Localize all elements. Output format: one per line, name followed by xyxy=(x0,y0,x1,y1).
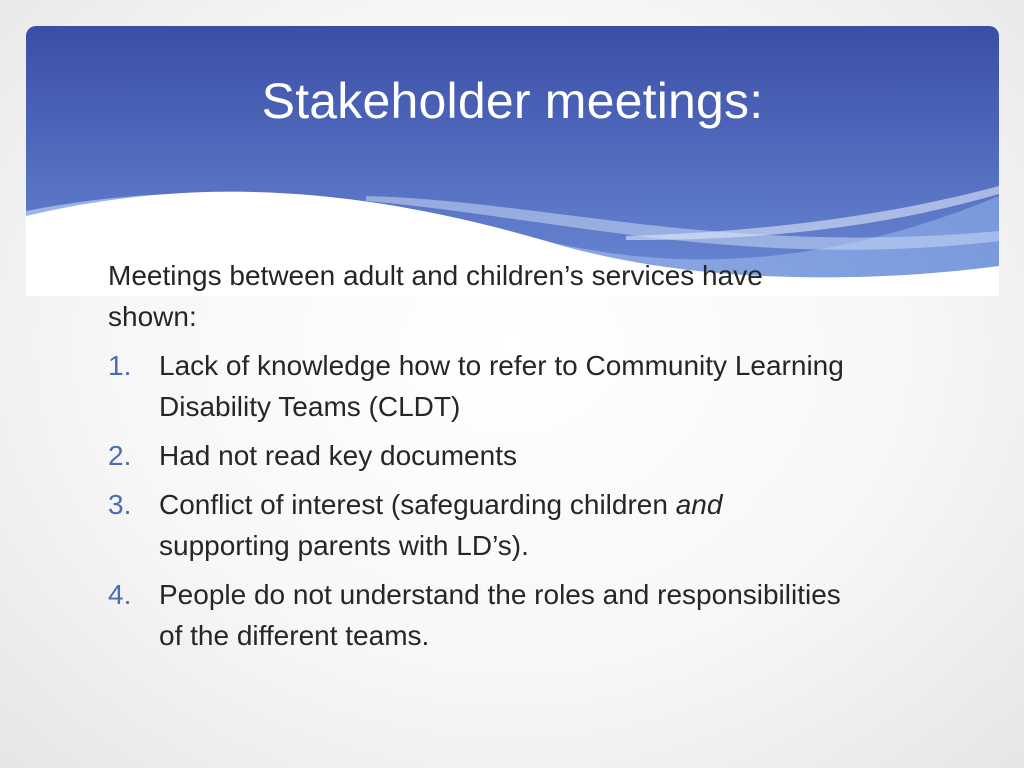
list-item xyxy=(108,345,848,427)
intro-text: Meetings between adult and children’s services have shown: xyxy=(108,260,763,332)
slide-title: Stakeholder meetings: xyxy=(261,73,764,129)
list-item-number: 1. xyxy=(108,350,132,381)
list-item-number: 4. xyxy=(108,579,132,610)
list-item xyxy=(108,574,848,656)
list-item-text: Lack of knowledge how to refer to Community Learning Disability Teams (CLDT) xyxy=(159,350,844,422)
slide-body xyxy=(108,255,848,664)
list-item xyxy=(108,484,848,566)
list-item-text: Had not read key documents xyxy=(159,440,517,471)
list-item-text xyxy=(159,489,722,561)
list-item-text-part: supporting parents with LD’s). xyxy=(159,530,529,561)
list-item xyxy=(108,435,848,476)
list-item-number: 3. xyxy=(108,489,132,520)
list-item-number: 2. xyxy=(108,440,132,471)
emphasized-word: and xyxy=(675,489,723,520)
list-item-text: People do not understand the roles and responsibilities of the different teams. xyxy=(159,579,841,651)
list-item-text-part: Conflict of interest (safeguarding children xyxy=(159,489,676,520)
